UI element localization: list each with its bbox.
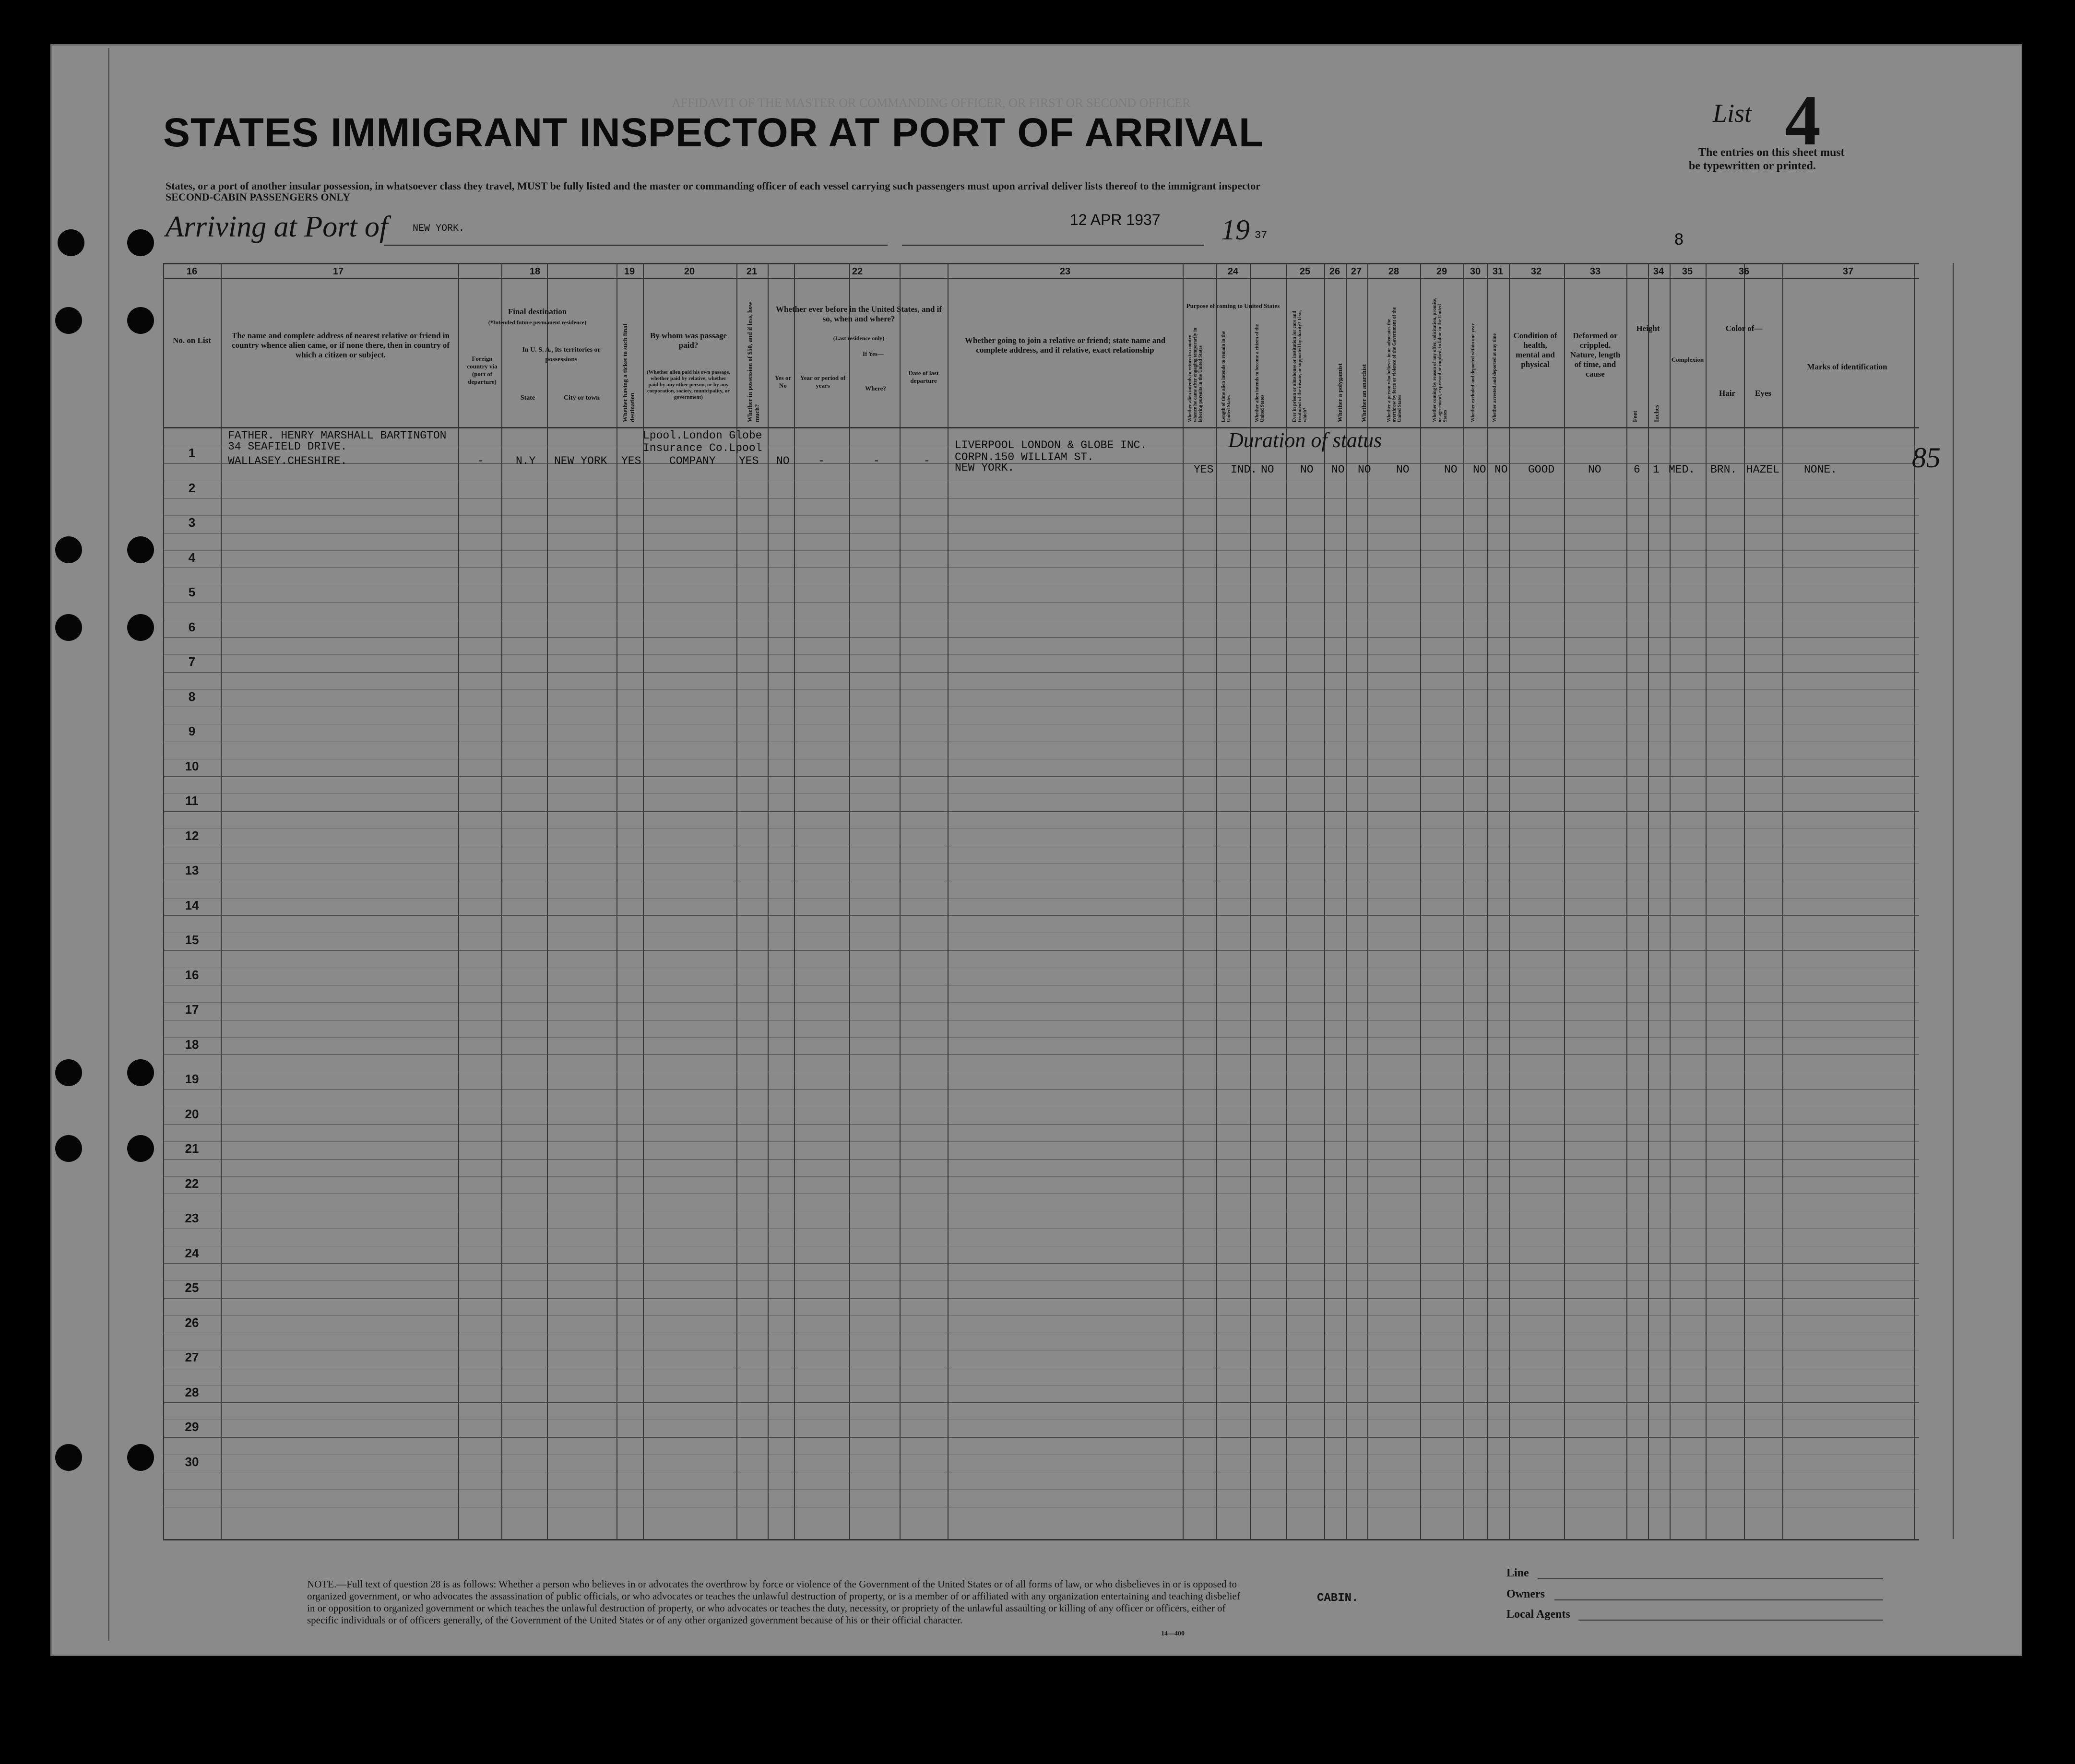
row-half-line	[163, 1037, 1919, 1038]
col-feet: Feet	[1631, 411, 1638, 422]
column-line	[1420, 263, 1421, 1539]
col-32-health: Condition of health, mental and physical	[1513, 331, 1557, 369]
row-number: 6	[188, 620, 196, 634]
column-number: 32	[1530, 266, 1542, 277]
row-line	[163, 672, 1919, 673]
row1-where: -	[873, 455, 880, 467]
row-line	[163, 1124, 1919, 1125]
row1-joining-line1: LIVERPOOL LONDON & GLOBE INC.	[955, 439, 1147, 451]
punch-hole	[127, 536, 154, 563]
row-line	[163, 1159, 1919, 1160]
column-line	[794, 263, 795, 1539]
column-line	[900, 263, 901, 1539]
col-27: Whether an anarchist	[1360, 364, 1367, 422]
row-number: 17	[185, 1002, 199, 1017]
column-line	[1183, 263, 1184, 1539]
col-city: City or town	[563, 394, 600, 402]
punch-hole	[55, 614, 82, 641]
column-number: 25	[1299, 266, 1311, 277]
col-25: Ever in prison or almshouse or institution for care and treatment of the insane, or supported by charity? If so, which?	[1292, 310, 1308, 422]
row1-feet: 6	[1634, 463, 1640, 476]
row-number: 25	[185, 1280, 199, 1295]
col-hair: Hair	[1719, 389, 1735, 398]
row1-eyes: HAZEL	[1746, 463, 1780, 476]
year-suffix: 37	[1255, 229, 1268, 241]
row1-purpose-a: YES	[1194, 463, 1214, 476]
col-height: Height	[1636, 324, 1660, 333]
punch-hole	[127, 1059, 154, 1086]
row-line	[163, 637, 1919, 638]
punch-hole	[127, 614, 154, 641]
column-number: 17	[332, 266, 344, 277]
row-number: 28	[185, 1385, 199, 1399]
row-half-line	[163, 550, 1919, 551]
row-number: 3	[188, 515, 196, 530]
row-half-line	[163, 1176, 1919, 1177]
column-number: 27	[1351, 266, 1362, 277]
column-line	[1367, 263, 1368, 1539]
owners-underline	[1554, 1599, 1883, 1600]
col-relative: The name and complete address of nearest relative or friend in country whence alien came, or if none there, then in country of which a citizen or subject.	[231, 331, 450, 359]
col-eyes: Eyes	[1755, 389, 1771, 398]
row-line	[163, 915, 1919, 916]
column-line	[1487, 263, 1488, 1539]
row-number: 14	[185, 898, 199, 912]
row-half-line	[163, 1280, 1919, 1281]
class-note: SECOND-CABIN PASSENGERS ONLY	[166, 191, 351, 203]
column-number: 29	[1436, 266, 1447, 277]
col-yes-no: Yes or No	[774, 374, 792, 389]
row-number: 9	[188, 724, 196, 738]
row1-paid-line1: Lpool.London Globe	[643, 429, 762, 442]
column-line	[736, 263, 737, 1539]
row-half-line	[163, 1315, 1919, 1316]
col-passage-paid: By whom was passage paid?	[650, 331, 727, 350]
row1-health: GOOD	[1528, 463, 1555, 476]
column-number: 28	[1388, 266, 1399, 277]
row1-relative-line3: WALLASEY.CHESHIRE.	[228, 455, 347, 467]
line-label: Line	[1506, 1567, 1529, 1579]
row1-paid-line2: Insurance Co.Lpool	[643, 442, 762, 454]
row-number: 7	[188, 654, 196, 669]
row1-joining-line3: NEW YORK.	[955, 462, 1015, 474]
column-number: 30	[1470, 266, 1481, 277]
row-number: 18	[185, 1037, 199, 1052]
punch-hole	[127, 1444, 154, 1471]
column-number: 22	[852, 266, 863, 277]
row1-complexion: MED.	[1669, 463, 1696, 476]
list-note-line1: The entries on this sheet must	[1698, 146, 1845, 159]
column-number: 21	[746, 266, 758, 277]
row-number: 22	[185, 1176, 199, 1191]
row1-c26: NO	[1331, 463, 1345, 476]
row-half-line	[163, 654, 1919, 655]
punch-hole	[55, 1444, 82, 1471]
column-number: 31	[1492, 266, 1504, 277]
arriving-label: Arriving at Port of	[166, 211, 388, 243]
column-line	[1706, 263, 1707, 1539]
row-number: 19	[185, 1072, 199, 1086]
col-ticket: Whether having a ticket to such final destination	[621, 324, 636, 422]
row-line	[163, 1263, 1919, 1264]
row-number: 27	[185, 1350, 199, 1364]
column-number: 19	[624, 266, 635, 277]
row-number: 16	[185, 968, 199, 982]
row-half-line	[163, 1489, 1919, 1490]
table-top-border	[163, 263, 1919, 264]
day-value: 8	[1674, 230, 1684, 249]
column-line	[458, 263, 459, 1539]
row-half-line	[163, 1002, 1919, 1003]
row1-c28: NO	[1396, 463, 1410, 476]
row1-ticket: YES	[621, 455, 641, 467]
header-subtitle: States, or a port of another insular possession, in whatsoever class they travel, MUST be fully listed and the master or commanding officer of each vessel carrying such passengers must upon arrival deliver lists thereof to the immigrant inspector	[166, 180, 1260, 192]
col-date-departure: Date of last departure	[908, 369, 939, 384]
row-number: 30	[185, 1455, 199, 1469]
agents-label: Local Agents	[1506, 1608, 1570, 1621]
row-line	[163, 950, 1919, 951]
row-number: 1	[188, 446, 196, 460]
column-line	[1463, 263, 1464, 1539]
row-line	[163, 1089, 1919, 1090]
col-26: Whether a polygamist	[1336, 363, 1343, 422]
form-number: 14—400	[1161, 1630, 1185, 1637]
row-number: 12	[185, 829, 199, 843]
col-if-yes: If Yes—	[863, 350, 884, 357]
row-line	[163, 776, 1919, 777]
column-line	[1509, 263, 1510, 1539]
column-line	[1648, 263, 1649, 1539]
col-final-destination: Final destination	[508, 307, 567, 316]
column-line	[547, 263, 548, 1539]
row1-c29: NO	[1444, 463, 1458, 476]
page-title: STATES IMMIGRANT INSPECTOR AT PORT OF ARRIVAL	[163, 110, 1264, 155]
row1-c31: NO	[1494, 463, 1508, 476]
col-year-period: Year or period of years	[800, 374, 846, 389]
row-number: 5	[188, 585, 196, 599]
row1-joining-line2: CORPN.150 WILLIAM ST.	[955, 451, 1094, 463]
column-number: 34	[1653, 266, 1664, 277]
col-complexion: Complexion	[1671, 356, 1704, 363]
col-purpose-c: Whether alien intends to become a citizen of the United States	[1255, 324, 1265, 422]
column-number-divider	[163, 278, 1919, 279]
column-number: 16	[186, 266, 198, 277]
row1-relative-line1: FATHER. HENRY MARSHALL BARTINGTON	[228, 429, 447, 442]
list-label: List	[1713, 99, 1752, 128]
column-line	[768, 263, 769, 1539]
col-joining: Whether going to join a relative or friend; state name and complete address, and if relative, exact relationship	[964, 336, 1166, 355]
col-28: Whether a person who believes in or advocates the overthrow by force or violence of the Government of the United States	[1387, 307, 1402, 422]
col-final-destination-note: (*Intended future permanent residence)	[488, 319, 587, 326]
binder-fold-line	[108, 48, 109, 1641]
column-line	[1744, 263, 1745, 1539]
column-number: 35	[1682, 266, 1693, 277]
row1-margin-mark: 85	[1912, 442, 1941, 474]
row1-hair: BRN.	[1710, 463, 1737, 476]
column-line	[643, 263, 644, 1539]
col-no-on-list: No. on List	[173, 336, 211, 345]
col-31: Whether arrested and deported at any time	[1492, 333, 1497, 422]
punch-hole	[127, 229, 154, 256]
row-line	[163, 1054, 1919, 1055]
col-inches: Inches	[1653, 404, 1660, 422]
row-half-line	[163, 793, 1919, 794]
column-line	[1324, 263, 1325, 1539]
list-note-line2: be typewritten or printed.	[1689, 160, 1816, 172]
column-line	[1782, 263, 1783, 1539]
row-number: 26	[185, 1315, 199, 1330]
col-ever-before: Whether ever before in the United States, and if so, when and where?	[775, 305, 942, 323]
table-bottom-border	[163, 1539, 1919, 1540]
punch-hole	[58, 229, 84, 256]
row1-marks: NONE.	[1804, 463, 1838, 476]
row-half-line	[163, 898, 1919, 899]
row1-departure: -	[924, 455, 930, 467]
agents-underline	[1578, 1620, 1883, 1621]
port-underline	[384, 245, 888, 246]
col-30: Whether excluded and deported within one year	[1470, 323, 1476, 422]
row-half-line	[163, 863, 1919, 864]
col-purpose-b: Length of time alien intends to remain in the United States	[1221, 331, 1232, 422]
col-marks: Marks of identification	[1807, 362, 1887, 371]
row1-paid-line3: COMPANY	[669, 455, 716, 467]
bleed-through-heading: AFFIDAVIT OF THE MASTER OR COMMANDING OFFICER, OR FIRST OR SECOND OFFICER	[672, 96, 1191, 110]
column-line	[1286, 263, 1287, 1539]
row-number: 11	[185, 793, 199, 808]
row-number: 4	[188, 550, 196, 565]
column-line	[948, 263, 949, 1539]
column-line	[1250, 263, 1251, 1539]
row-line	[163, 1298, 1919, 1299]
port-value: NEW YORK.	[413, 223, 465, 234]
row-number: 24	[185, 1246, 199, 1260]
row1-ever-before: NO	[776, 455, 790, 467]
col-purpose: Purpose of coming to United States	[1186, 302, 1280, 309]
row1-c27: NO	[1358, 463, 1371, 476]
row-half-line	[163, 1141, 1919, 1142]
row1-state: N.Y	[516, 455, 536, 467]
row-number: 21	[185, 1141, 199, 1156]
col-color-of: Color of—	[1725, 324, 1763, 333]
row-half-line	[163, 689, 1919, 690]
column-number: 20	[684, 266, 695, 277]
line-underline	[1538, 1578, 1883, 1579]
row-number: 29	[185, 1420, 199, 1434]
row1-years: -	[818, 455, 825, 467]
header-bottom-border	[163, 427, 1919, 428]
col-where: Where?	[865, 385, 886, 392]
column-line	[221, 263, 222, 1539]
row1-inches: 1	[1653, 463, 1660, 476]
row1-city: NEW YORK	[554, 455, 607, 467]
column-line	[1953, 263, 1954, 1539]
column-line	[1564, 263, 1565, 1539]
column-number: 37	[1842, 266, 1854, 277]
row1-handwritten-note: Duration of status	[1228, 428, 1382, 452]
row-number: 23	[185, 1211, 199, 1225]
column-number: 36	[1738, 266, 1750, 277]
year-prefix: 19	[1221, 214, 1250, 246]
manifest-sheet	[50, 44, 2022, 1656]
col-foreign-country: Foreign country via (port of departure)	[467, 355, 498, 385]
list-number-box	[1670, 81, 1919, 182]
row-number: 13	[185, 863, 199, 877]
column-line	[1670, 263, 1671, 1539]
row-number: 10	[185, 759, 199, 773]
column-line	[501, 263, 502, 1539]
row-line	[163, 1437, 1919, 1438]
row-line	[163, 1402, 1919, 1403]
column-line	[1346, 263, 1347, 1539]
column-number: 26	[1329, 266, 1340, 277]
row1-relative-line2: 34 SEAFIELD DRIVE.	[228, 440, 347, 453]
punch-hole	[55, 1059, 82, 1086]
col-state: State	[520, 394, 535, 402]
col-purpose-a: Whether alien intends to return to country whence he came after engaging temporarily in laboring pursuits in the United States	[1187, 328, 1203, 422]
punch-hole	[127, 307, 154, 334]
row1-foreign: -	[477, 455, 484, 467]
col-in-usa: In U. S. A., its territories or possessions	[522, 346, 601, 363]
col-passage-paid-note: (Whether alien paid his own passage, whether paid by relative, whether paid by any other person, or by any corporation, society, municipality, or government)	[647, 369, 730, 400]
row1-deformed: NO	[1588, 463, 1601, 476]
list-number-handwritten: 4	[1785, 81, 1821, 160]
punch-hole	[55, 536, 82, 563]
row-half-line	[163, 515, 1919, 516]
column-line	[1626, 263, 1627, 1539]
row-number: 20	[185, 1107, 199, 1121]
column-number: 23	[1059, 266, 1071, 277]
row1-c30: NO	[1473, 463, 1486, 476]
punch-hole	[55, 307, 82, 334]
row-number: 2	[188, 481, 196, 495]
row-number: 8	[188, 689, 196, 704]
column-number: 18	[529, 266, 541, 277]
row1-purpose-c: NO	[1261, 463, 1274, 476]
col-33-deformed: Deformed or crippled. Nature, length of time, and cause	[1570, 331, 1621, 379]
column-line	[1216, 263, 1217, 1539]
row-number: 15	[185, 933, 199, 947]
col-possession-50: Whether in possession of $50, and if less, how much?	[746, 301, 760, 422]
row1-purpose-b: IND.	[1231, 463, 1257, 476]
row1-possession: YES	[739, 455, 759, 467]
date-underline	[902, 245, 1204, 246]
punch-hole	[127, 1135, 154, 1162]
col-ever-before-note: (Last residence only)	[833, 335, 885, 342]
footer-note: NOTE.—Full text of question 28 is as follows: Whether a person who believes in or advocates the overthrow by force or violence of the Government of the United States or of all forms of law, or who disbelieves in or is opposed to organized government, or who advocates the assassination of public officials, or who advocates or teaches the unlawful destruction of property, or is a member of or affiliated with any organization entertaining and teaching disbelief in or opposition to organized government or which teaches the unlawful destruction of property, or who advocates or teaches the duty, necessity, or propriety of the unlawful assaulting or killing of any officer or officers, either of specific individuals or of officers generally, of the Government of the United States or of any other organized government because of his or their official character.	[307, 1578, 1240, 1626]
row-line	[163, 811, 1919, 812]
column-number: 33	[1589, 266, 1601, 277]
cabin-label: CABIN.	[1317, 1592, 1359, 1605]
punch-hole	[55, 1135, 82, 1162]
owners-label: Owners	[1506, 1588, 1545, 1600]
date-stamp: 12 APR 1937	[1070, 211, 1161, 228]
col-29: Whether coming by reason of any offer, solicitation, promise, or agreement, expressed or implied, to labor in the United States	[1432, 297, 1448, 422]
column-line	[849, 263, 850, 1539]
column-number: 24	[1227, 266, 1239, 277]
row1-c25: NO	[1300, 463, 1314, 476]
